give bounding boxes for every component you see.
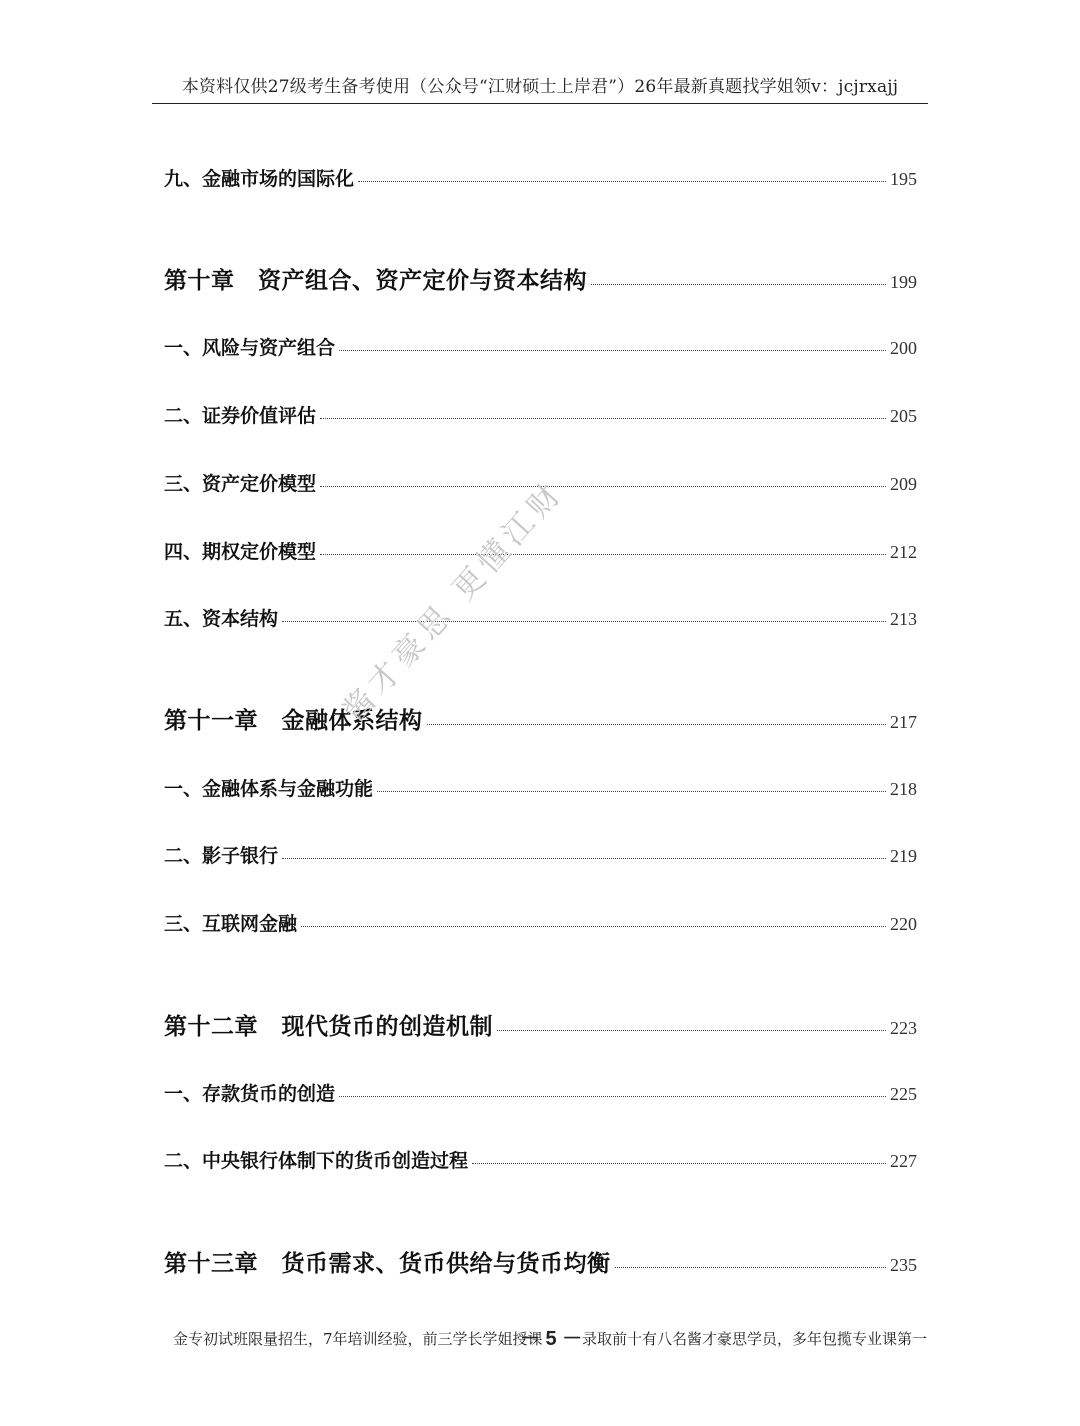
toc-chapter[interactable] — [164, 1008, 917, 1041]
toc-entry-title: 三、互联网金融 — [164, 913, 298, 935]
toc-entry-title: 一、存款货币的创造 — [164, 1083, 336, 1105]
toc-entry-page: 225 — [890, 1084, 917, 1104]
dot-leader — [282, 858, 886, 859]
toc-entry-title: 九、金融市场的国际化 — [164, 168, 355, 190]
toc-entry-title: 三、资产定价模型 — [164, 473, 317, 495]
dot-leader — [591, 284, 886, 285]
toc-entry[interactable] — [164, 774, 917, 801]
toc-entry[interactable] — [164, 1079, 917, 1106]
toc-entry-page: 218 — [890, 779, 917, 799]
toc-chapter[interactable] — [164, 702, 917, 735]
toc-entry-title: 二、中央银行体制下的货币创造过程 — [164, 1150, 469, 1172]
footer-left-text: 金专初试班限量招生，7年培训经验，前三学长学姐授课 — [173, 1330, 543, 1348]
toc-entry-page: 212 — [890, 542, 917, 562]
toc-chapter-title: 第十二章 现代货币的创造机制 — [164, 1013, 493, 1040]
toc-entry-title: 四、期权定价模型 — [164, 541, 317, 563]
dot-leader — [282, 621, 886, 622]
dot-leader — [339, 350, 886, 351]
dot-leader — [472, 1163, 886, 1164]
dot-leader — [320, 554, 886, 555]
toc-entry-page: 220 — [890, 914, 917, 934]
footer-right-text: 录取前十有八名酱才豪思学员，多年包揽专业课第一 — [582, 1330, 928, 1348]
toc-entry[interactable] — [164, 164, 917, 191]
toc-entry-page: 205 — [890, 406, 917, 426]
dot-leader — [320, 486, 886, 487]
toc-chapter-title: 第十三章 货币需求、货币供给与货币均衡 — [164, 1250, 611, 1277]
toc-entry-title: 五、资本结构 — [164, 608, 279, 630]
page-number: － 5 － — [520, 1328, 583, 1350]
toc-entry[interactable] — [164, 333, 917, 360]
dot-leader — [497, 1030, 886, 1031]
toc-entry[interactable] — [164, 537, 917, 564]
toc-chapter-page: 217 — [890, 712, 917, 732]
toc-entry-page: 200 — [890, 338, 917, 358]
dot-leader — [358, 181, 886, 182]
toc-chapter[interactable] — [164, 1245, 917, 1278]
dot-leader — [339, 1096, 886, 1097]
toc-entry-page: 213 — [890, 609, 917, 629]
toc-entry[interactable] — [164, 604, 917, 631]
toc-entry[interactable] — [164, 401, 917, 428]
toc-entry-title: 一、风险与资产组合 — [164, 337, 336, 359]
toc-entry-title: 二、证券价值评估 — [164, 405, 317, 427]
dot-leader — [377, 791, 886, 792]
page-header: 本资料仅供27级考生备考使用（公众号“江财硕士上岸君”）26年最新真题找学姐领v：jcjrxajj — [152, 72, 928, 104]
toc-chapter-page: 199 — [890, 272, 917, 292]
watermark: 酱才豪思 更懂江财 — [335, 473, 572, 730]
dot-leader — [615, 1267, 887, 1268]
toc-entry-page: 209 — [890, 474, 917, 494]
toc-entry-title: 一、金融体系与金融功能 — [164, 778, 374, 800]
toc-entry-page: 195 — [890, 169, 917, 189]
toc-entry-title: 二、影子银行 — [164, 845, 279, 867]
toc-chapter-title: 第十章 资产组合、资产定价与资本结构 — [164, 267, 587, 294]
toc-entry-page: 219 — [890, 846, 917, 866]
page-footer — [0, 1324, 1080, 1354]
toc-chapter[interactable] — [164, 262, 917, 295]
toc-entry[interactable] — [164, 909, 917, 936]
toc-chapter-page: 235 — [890, 1255, 917, 1275]
toc-chapter-page: 223 — [890, 1018, 917, 1038]
toc-entry-page: 227 — [890, 1151, 917, 1171]
toc-entry[interactable] — [164, 1146, 917, 1173]
toc-entry[interactable] — [164, 841, 917, 868]
dot-leader — [320, 418, 886, 419]
dot-leader — [427, 724, 887, 725]
toc-chapter-title: 第十一章 金融体系结构 — [164, 707, 423, 734]
dot-leader — [301, 926, 886, 927]
